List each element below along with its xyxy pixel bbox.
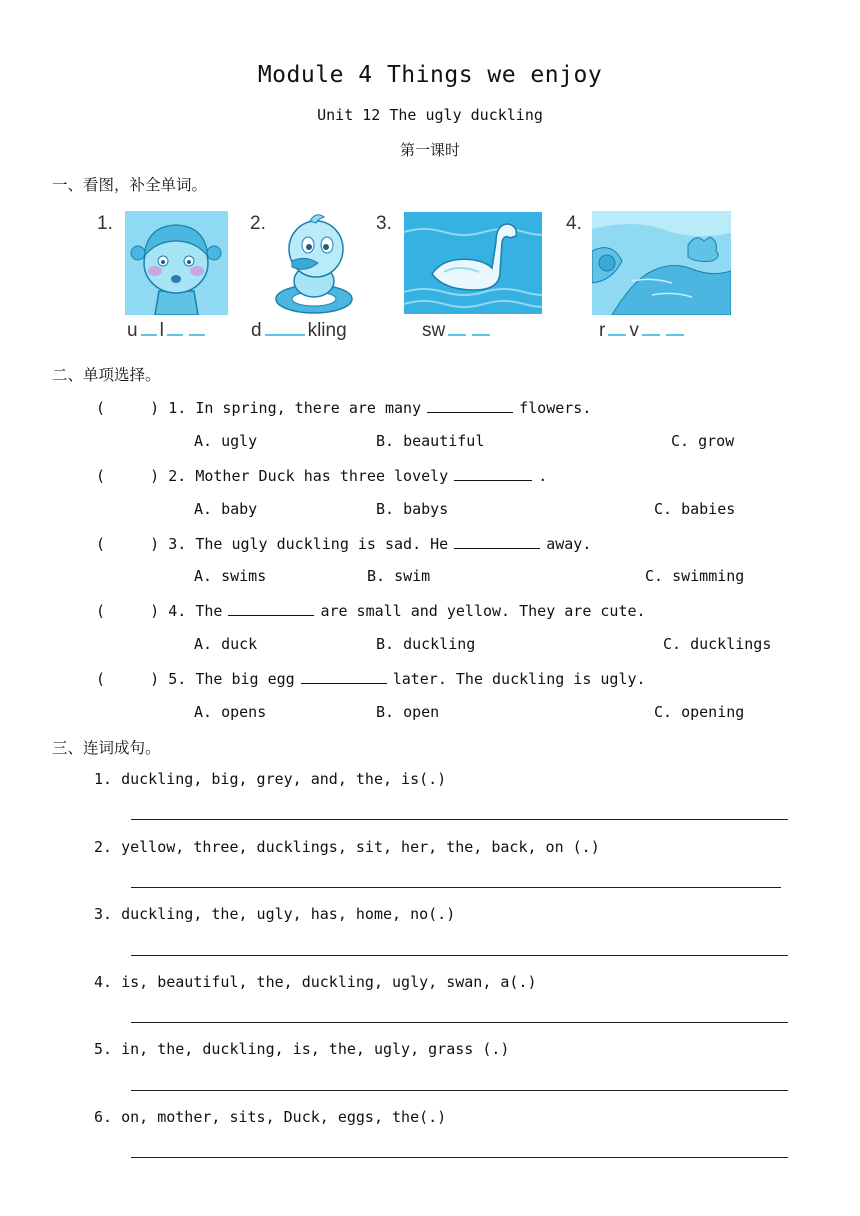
answer-blank[interactable] (228, 601, 314, 616)
answer-paren[interactable]: ( ) (96, 602, 160, 620)
sentence-prompt: 3. duckling, the, ugly, has, home, no(.) (94, 905, 456, 923)
answer-paren[interactable]: ( ) (96, 399, 160, 417)
picture-number: 3. (376, 213, 392, 234)
option-b: B. open (376, 703, 440, 721)
answer-blank[interactable] (427, 398, 513, 413)
sentence-prompt: 2. yellow, three, ducklings, sit, her, the, back, on (.) (94, 838, 600, 856)
answer-line[interactable] (131, 1157, 788, 1158)
river-picture (592, 211, 731, 315)
picture-number: 1. (97, 213, 113, 234)
answer-blank[interactable] (301, 669, 387, 684)
question-row: ( ) 5. The big egg later. The duckling is ugly. (96, 670, 646, 688)
answer-line[interactable] (131, 887, 781, 888)
option-a: A. duck (194, 635, 258, 653)
picture-answer: u l (127, 320, 208, 342)
question-row: ( ) 4. The are small and yellow. They are cute. (96, 602, 646, 620)
unit-title: Unit 12 The ugly duckling (317, 106, 543, 124)
question-row: ( ) 1. In spring, there are many flowers. (96, 399, 592, 417)
answer-paren[interactable]: ( ) (96, 467, 160, 485)
answer-line[interactable] (131, 819, 788, 820)
sentence-prompt: 6. on, mother, sits, Duck, eggs, the(.) (94, 1108, 447, 1126)
swan-picture (404, 212, 542, 314)
option-b: B. beautiful (376, 432, 485, 450)
duckling-picture (272, 209, 355, 315)
option-c: C. opening (654, 703, 745, 721)
option-b: B. swim (367, 567, 431, 585)
option-b: B. babys (376, 500, 449, 518)
answer-line[interactable] (131, 1090, 788, 1091)
answer-paren[interactable]: ( ) (96, 670, 160, 688)
option-c: C. swimming (645, 567, 745, 585)
option-c: C. grow (671, 432, 735, 450)
answer-line[interactable] (131, 1022, 788, 1023)
question-row: ( ) 3. The ugly duckling is sad. He away. (96, 535, 592, 553)
section3-heading: 三、连词成句。 (52, 739, 161, 757)
sentence-prompt: 4. is, beautiful, the, duckling, ugly, swan, a(.) (94, 973, 537, 991)
picture-answer: sw (422, 320, 493, 342)
option-a: A. swims (194, 567, 267, 585)
answer-blank[interactable] (454, 534, 540, 549)
question-row: ( ) 2. Mother Duck has three lovely . (96, 467, 548, 485)
girl-face-picture (125, 211, 228, 315)
page-title: Module 4 Things we enjoy (257, 62, 603, 88)
sentence-prompt: 1. duckling, big, grey, and, the, is(.) (94, 770, 447, 788)
option-c: C. babies (654, 500, 736, 518)
answer-paren[interactable]: ( ) (96, 535, 160, 553)
sentence-prompt: 5. in, the, duckling, is, the, ugly, grass (.) (94, 1040, 510, 1058)
lesson-label: 第一课时 (399, 141, 460, 159)
section1-heading: 一、看图，补全单词。 (52, 176, 208, 194)
picture-number: 2. (250, 213, 266, 234)
answer-blank[interactable] (454, 466, 532, 481)
option-a: A. opens (194, 703, 267, 721)
option-a: A. baby (194, 500, 258, 518)
picture-answer: r v (599, 320, 687, 342)
picture-number: 4. (566, 213, 582, 234)
option-a: A. ugly (194, 432, 258, 450)
picture-answer: d kling (251, 320, 347, 341)
answer-line[interactable] (131, 955, 788, 956)
option-c: C. ducklings (663, 635, 772, 653)
option-b: B. duckling (376, 635, 476, 653)
section2-heading: 二、单项选择。 (52, 366, 161, 384)
